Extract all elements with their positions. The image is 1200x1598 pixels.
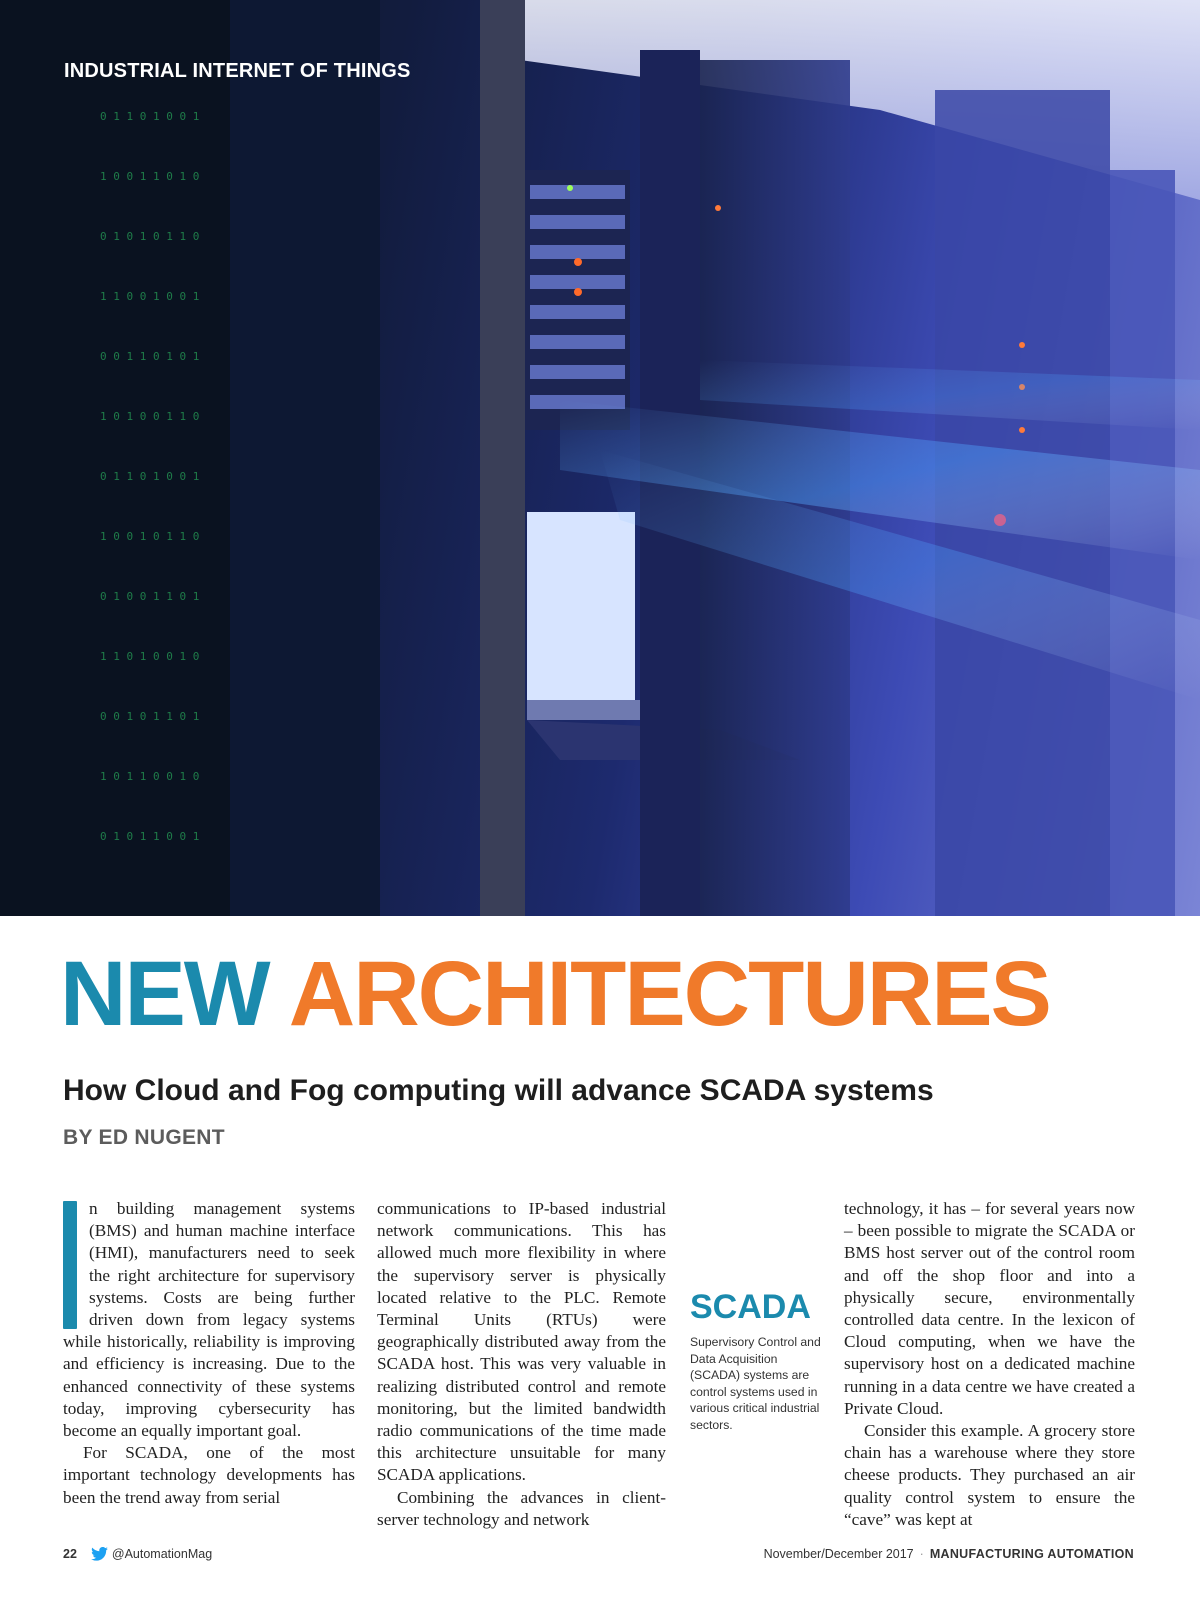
sidebar-definition: Supervisory Control and Data Acquisition (SCADA) systems are control systems used in various critical industrial sectors. <box>690 1335 821 1432</box>
headline <box>60 943 1050 1045</box>
svg-text:0 1 1 0 1 0 0 1: 0 1 1 0 1 0 0 1 <box>100 110 200 123</box>
svg-text:1 0 0 1 1 0 1 0: 1 0 0 1 1 0 1 0 <box>100 170 200 183</box>
paragraph: For SCADA, one of the most important technology developments has been the trend away from serial <box>63 1443 355 1507</box>
paragraph: Combining the advances in client-server technology and network <box>377 1487 666 1529</box>
footer-separator: · <box>919 1547 924 1561</box>
section-label: INDUSTRIAL INTERNET OF THINGS <box>64 60 411 82</box>
headline-word-new: NEW <box>60 943 269 1045</box>
svg-text:1 1 0 0 1 0 0 1: 1 1 0 0 1 0 0 1 <box>100 290 200 303</box>
paragraph: technology, it has – for several years now – been possible to migrate the SCADA or BMS host server out of the control room and off the shop floor and into a physically secure, environmentally controlled data centre. In the lexicon of Cloud computing, when we have the supervisory host on a dedicated machine running in a data centre we have created a Private Cloud. <box>844 1199 1135 1418</box>
svg-text:1 0 1 0 0 1 1 0: 1 0 1 0 0 1 1 0 <box>100 410 200 423</box>
headline-word-architectures: ARCHITECTURES <box>288 943 1050 1045</box>
article-deck: How Cloud and Fog computing will advance SCADA systems <box>63 1074 934 1107</box>
page-number: 22 <box>63 1547 77 1561</box>
svg-text:0 1 1 0 1 0 0 1: 0 1 1 0 1 0 0 1 <box>100 470 200 483</box>
twitter-handle-link[interactable]: @AutomationMag <box>111 1547 213 1561</box>
svg-text:0 1 0 1 0 1 1 0: 0 1 0 1 0 1 1 0 <box>100 230 200 243</box>
svg-text:0 0 1 0 1 1 0 1: 0 0 1 0 1 1 0 1 <box>100 710 200 723</box>
publication-name: MANUFACTURING AUTOMATION <box>929 1547 1134 1561</box>
scada-sidebar <box>690 1290 828 1433</box>
byline: BY ED NUGENT <box>63 1126 225 1149</box>
svg-text:1 0 0 1 0 1 1 0: 1 0 0 1 0 1 1 0 <box>100 530 200 543</box>
paragraph: Consider this example. A grocery store chain has a warehouse where they store cheese products. They purchased an air quality control system to ensure the “cave” was kept at <box>844 1421 1135 1529</box>
body-column-1 <box>63 1198 355 1509</box>
drop-cap-bar <box>63 1201 77 1329</box>
issue-date: November/December 2017 <box>763 1547 914 1561</box>
paragraph <box>63 1198 355 1442</box>
twitter-bird-icon <box>91 1547 108 1561</box>
footer-right <box>764 1547 1134 1561</box>
sidebar-title: SCADA <box>690 1288 811 1326</box>
svg-text:1 0 1 1 0 0 1 0: 1 0 1 1 0 0 1 0 <box>100 770 200 783</box>
body-column-2 <box>377 1198 666 1531</box>
body-column-3 <box>844 1198 1135 1531</box>
svg-text:0 0 1 1 0 1 0 1: 0 0 1 1 0 1 0 1 <box>100 350 200 363</box>
paragraph: communications to IP-based industrial network communications. This has allowed much more flexibility in where the supervisory server is physically located relative to the PLC. Remote Terminal Units (RTUs) were geographically distributed away from the SCADA host. This was very valuable in realizing distributed control and remote monitoring, but the limited bandwidth radio communications of the time made this architecture unsuitable for many SCADA applications. <box>377 1199 666 1485</box>
page-footer <box>63 1544 1134 1566</box>
footer-left <box>63 1547 212 1561</box>
svg-text:0 1 0 0 1 1 0 1: 0 1 0 0 1 1 0 1 <box>100 590 200 603</box>
svg-text:1 1 0 1 0 0 1 0: 1 1 0 1 0 0 1 0 <box>100 650 200 663</box>
paragraph-text: n building management systems (BMS) and human machine interface (HMI), manufacturers need to seek the right architecture for supervisory systems. Costs are being further driven down from legacy systems while historically, reliability is improving and efficiency is increasing. Due to the enhanced connectivity of these systems today, improving cybersecurity has become an equally important goal. <box>63 1199 355 1441</box>
svg-text:0 1 0 1 1 0 0 1: 0 1 0 1 1 0 0 1 <box>100 830 200 843</box>
